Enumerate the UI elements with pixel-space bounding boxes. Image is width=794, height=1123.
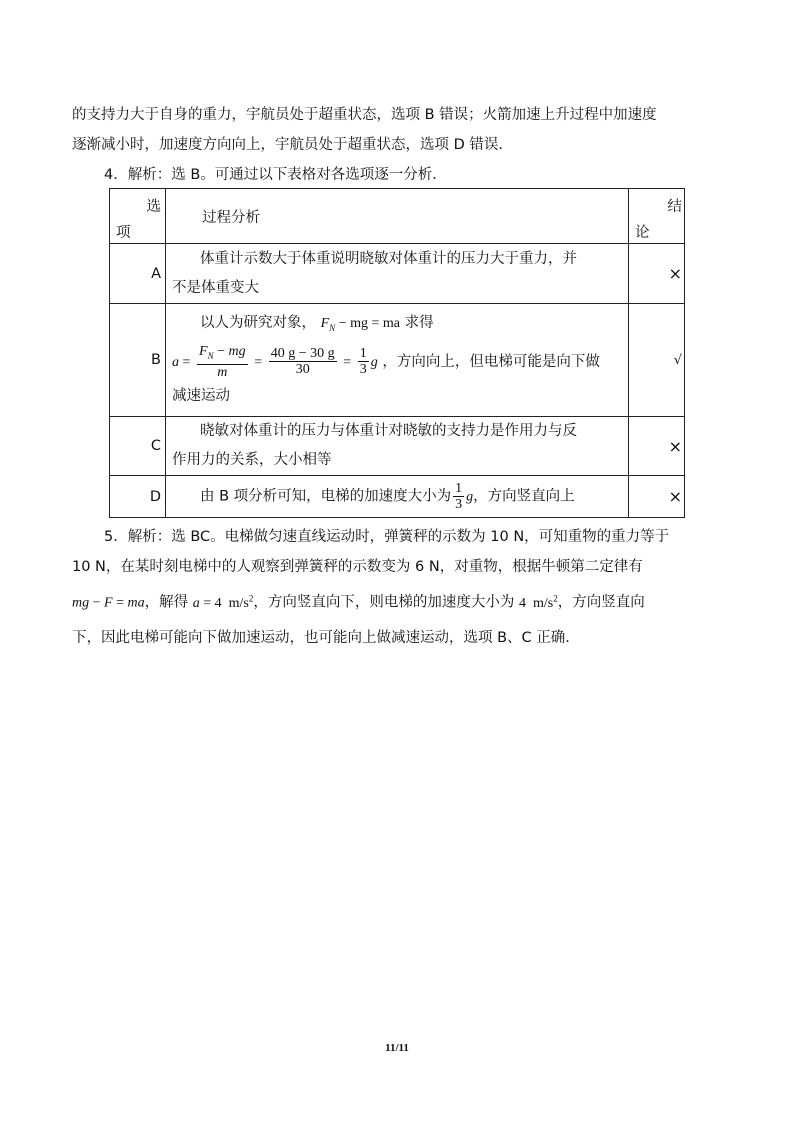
option-label: D <box>110 476 166 518</box>
analysis-table <box>109 188 685 518</box>
header-result <box>629 189 685 244</box>
process-line: 体重计示数大于体重说明晓敏对体重计的压力大于重力，并 <box>200 250 577 267</box>
paragraph-3-line-1: 的支持力大于自身的重力，宇航员处于超重状态，选项 B 错误；火箭加速上升过程中加速度 <box>72 107 657 123</box>
fraction: $\frac{40 g - 30 g}{30}$ <box>270 346 335 378</box>
process-line: 不是体重变大 <box>172 279 259 296</box>
table-row <box>110 417 685 476</box>
header-option-top: 选 <box>146 199 161 215</box>
option-label: B <box>110 304 166 417</box>
table-row <box>110 244 685 304</box>
table-row <box>110 304 685 417</box>
answer-5-line-4: 下，因此电梯可能向下做加速运动，也可能向上做减速运动，选项 B、C 正确． <box>72 630 580 646</box>
process-line: 以人为研究对象， $F_N$ − mg = ma 求得 <box>200 315 434 333</box>
result-mark: √ <box>629 304 685 417</box>
answer-5-line-3: mg − F = ma，解得 a = 4 $m/s^2$，方向竖直向下，则电梯的加速度大小为 4 $m/s^2$，方向竖直向 <box>72 593 645 611</box>
fraction: $\frac{1}{3}$ <box>455 481 463 512</box>
process-line: 晓敏对体重计的压力与体重计对晓敏的支持力是作用力与反 <box>200 423 577 439</box>
option-label: A <box>110 244 166 304</box>
header-option <box>110 189 166 244</box>
result-mark: × <box>629 476 685 518</box>
paragraph-3-line-2: 逐渐减小时，加速度方向向上，宇航员处于超重状态，选项 D 错误． <box>72 137 513 153</box>
fraction: $\frac{1}{3}$ <box>359 346 367 378</box>
process-cell <box>166 417 629 476</box>
result-mark: × <box>629 244 685 304</box>
table-header-row <box>110 189 685 244</box>
process-line: 减速运动 <box>172 387 230 404</box>
process-cell <box>166 304 629 417</box>
answer-4-intro: 4．解析：选 B。可通过以下表格对各选项逐一分析． <box>104 167 447 183</box>
process-line: 由 B 项分析可知，电梯的加速度大小为 $\frac{1}{3}$ g，方向竖直向上 <box>200 481 575 512</box>
option-label: C <box>110 417 166 476</box>
answer-5-line-2: 10 N，在某时刻电梯中的人观察到弹簧秤的示数变为 6 N，对重物，根据牛顿第二定律有 <box>72 559 643 575</box>
header-result-top: 结 <box>667 199 682 215</box>
page-number: 11/11 <box>385 1042 409 1054</box>
result-mark: × <box>629 417 685 476</box>
table-row <box>110 476 685 518</box>
header-process: 过程分析 <box>166 189 629 244</box>
header-option-bottom: 项 <box>116 225 131 241</box>
process-cell <box>166 244 629 304</box>
header-result-bottom: 论 <box>635 225 650 241</box>
fraction: $\frac{F_N - mg}{m}$ <box>199 344 246 380</box>
formula-line: a = $\frac{F_N - mg}{m}$ = $\frac{40 g - 30 g}{30}$ = $\frac{1}{3}$ g ，方向向上，但电梯可能是向下做 <box>172 344 600 380</box>
answer-5-line-1: 5．解析：选 BC。电梯做匀速直线运动时，弹簧秤的示数为 10 N，可知重物的重力等于 <box>104 529 670 545</box>
process-cell <box>166 476 629 518</box>
process-line: 作用力的关系，大小相等 <box>172 452 332 468</box>
